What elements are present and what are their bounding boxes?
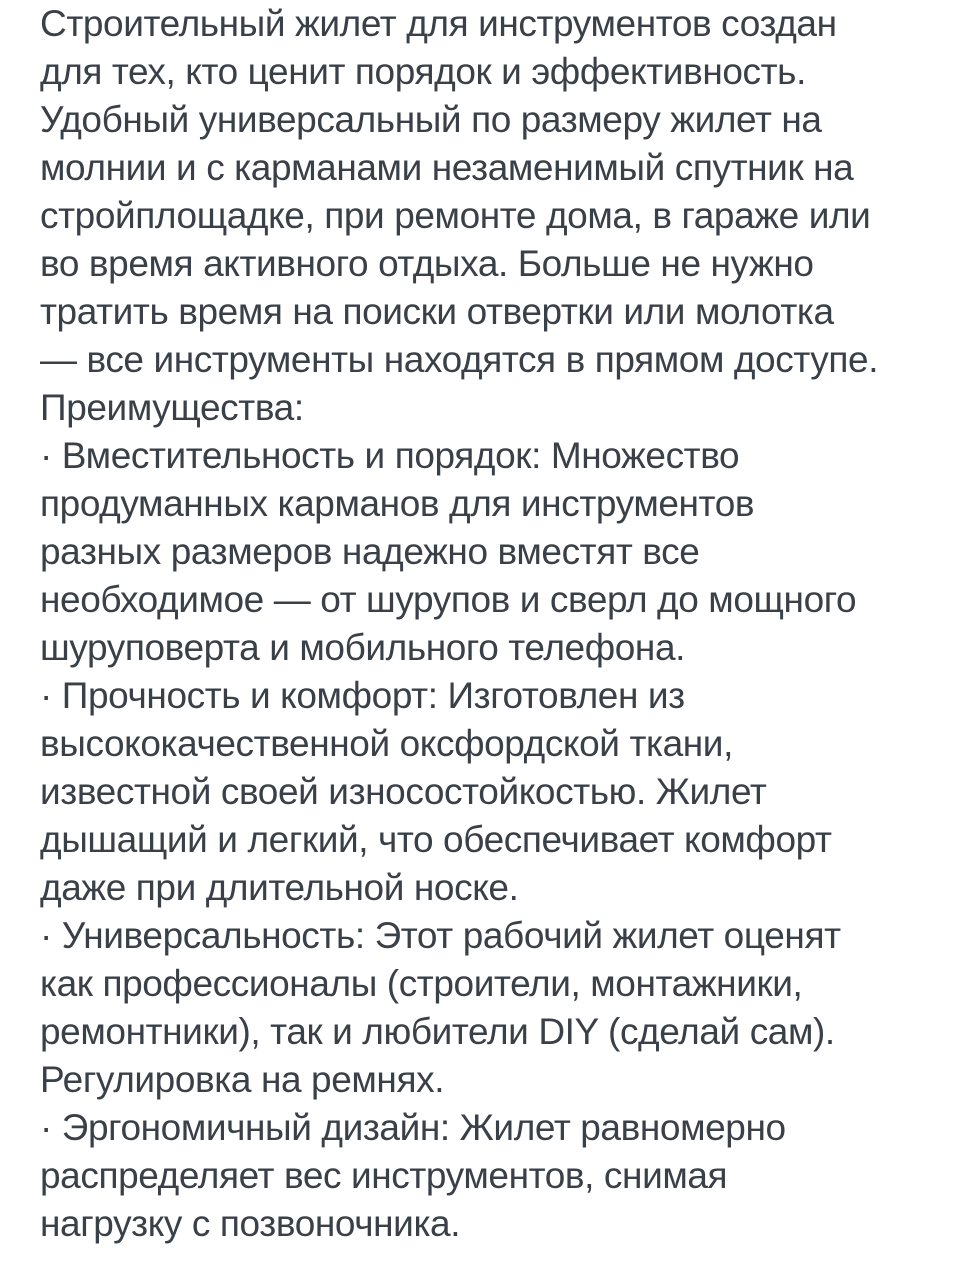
description-line: распределяет вес инструментов, снимая (40, 1155, 728, 1196)
description-line: Преимущества: (40, 387, 304, 428)
description-line: известной своей износостойкостью. Жилет (40, 771, 767, 812)
description-line: как профессионалы (строители, монтажники, (40, 963, 803, 1004)
description-line: ремонтники), так и любители DIY (сделай сам). (40, 1011, 835, 1052)
description-line: — все инструменты находятся в прямом доступе. (40, 339, 879, 380)
description-line: для тех, кто ценит порядок и эффективность. (40, 51, 806, 92)
description-line: · Вместительность и порядок: Множество (40, 435, 740, 476)
description-line: нагрузку с позвоночника. (40, 1203, 461, 1244)
description-line: продуманных карманов для инструментов (40, 483, 755, 524)
description-line: · Прочность и комфорт: Изготовлен из (40, 675, 685, 716)
description-line: дышащий и легкий, что обеспечивает комфорт (40, 819, 832, 860)
description-line: даже при длительной носке. (40, 867, 519, 908)
description-line: молнии и с карманами незаменимый спутник на (40, 147, 854, 188)
description-line: Регулировка на ремнях. (40, 1059, 445, 1100)
description-line: во время активного отдыха. Больше не нужно (40, 243, 814, 284)
description-line: · Эргономичный дизайн: Жилет равномерно (40, 1107, 786, 1148)
description-line: высококачественной оксфордской ткани, (40, 723, 733, 764)
description-line: · Универсальность: Этот рабочий жилет оценят (40, 915, 841, 956)
description-line: тратить время на поиски отвертки или молотка (40, 291, 834, 332)
description-line: необходимое — от шурупов и сверл до мощного (40, 579, 857, 620)
description-line: шуруповерта и мобильного телефона. (40, 627, 686, 668)
description-line: Удобный универсальный по размеру жилет на (40, 99, 822, 140)
description-line: разных размеров надежно вместят все (40, 531, 700, 572)
description-line: стройплощадке, при ремонте дома, в гараже или (40, 195, 871, 236)
description-line: Строительный жилет для инструментов создан (40, 3, 837, 44)
